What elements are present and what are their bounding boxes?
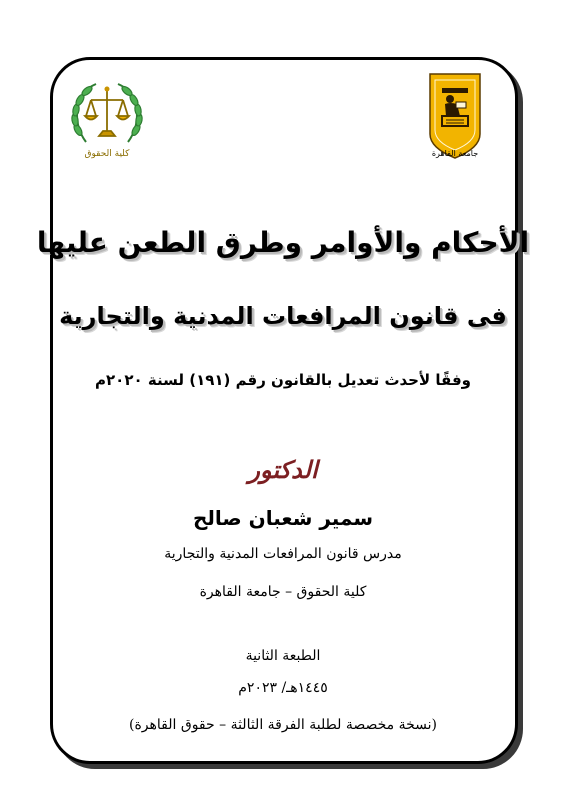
author-role: مدرس قانون المرافعات المدنية والتجارية [164,546,402,562]
faculty-of-law-logo [66,76,148,162]
book-title-line-1: الأحكام والأوامر وطرق الطعن عليها [36,226,530,259]
author-faculty: كلية الحقوق – جامعة القاهرة [199,584,367,600]
svg-text:جامعة القاهرة: جامعة القاهرة [431,149,479,158]
author-name: سمير شعبان صالح [192,506,374,530]
edition-label: الطبعة الثانية [245,648,321,664]
svg-text:كلية الحقوق: كلية الحقوق [84,149,130,159]
book-subtitle: وفقًا لأحدث تعديل بالقانون رقم (١٩١) لسنة ٢٠٢٠م [95,371,471,389]
cairo-university-logo [426,72,484,162]
book-title-line-2: فى قانون المرافعات المدنية والتجارية [59,302,507,330]
publication-year: ١٤٤٥هـ/ ٢٠٢٣م [238,680,328,696]
doctor-label: الدكتور [248,455,318,484]
edition-note: (نسخة مخصصة لطلبة الفرقة الثالثة – حقوق القاهرة) [128,717,438,733]
